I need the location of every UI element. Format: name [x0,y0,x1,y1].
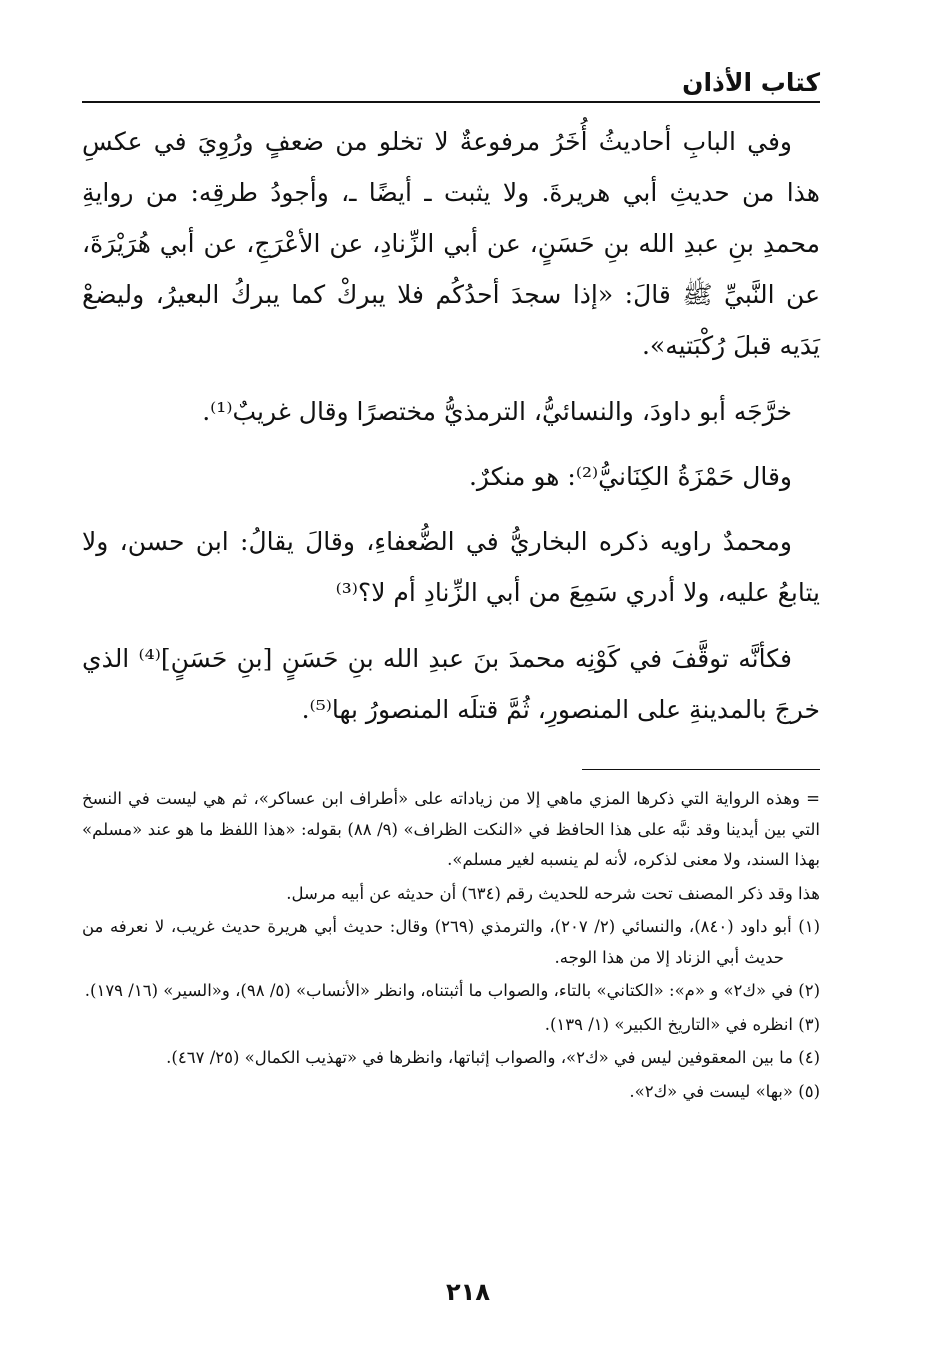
footnote-2: (٢) في «ك٢» و «م»: «الكتاني» بالتاء، والصواب ما أثبتناه، وانظر «الأنساب» (٥/ ٩٨)، و«السير» (١٦/ ١٧٩). [84,981,820,1000]
running-header-title: كتاب الأذان [682,68,820,97]
paragraph-1: وفي البابِ أحاديثُ أُخَرُ مرفوعةٌ لا تخلو من ضعفٍ ورُوِيَ في عكسِ هذا من حديثِ أبي هريرةَ. ولا يثبت ـ أيضًا ـ، وأجودُ طرقِه: من روايةِ محمدِ بنِ عبدِ الله بنِ حَسَنٍ، عن أبي الزِّنادِ، عن الأعْرَجِ، عن أبي هُرَيْرَةَ، عن النَّبيِّ ﷺ قالَ: «إذا سجدَ أحدُكُم فلا يبركْ كما يبركُ البعيرُ، وليضعْ يَدَيه قبلَ رُكْبَتيه». [82,127,820,360]
paragraph-4: ومحمدٌ راويه ذكره البخاريُّ في الضُّعفاءِ، وقالَ يقالُ: ابن حسن، ولا يتابعُ عليه، ولا أدري سَمِعَ من أبي الزِّنادِ أم لا؟⁽³⁾ [82,527,820,607]
paragraph-3: وقال حَمْزَةُ الكِنَانيُّ⁽²⁾: هو منكرٌ. [468,462,792,491]
header-rule [82,101,820,103]
paragraph-5: فكأنَّه توقَّفَ في كَوْنِه محمدَ بنَ عبدِ الله بنِ حَسَنٍ [بنِ حَسَنٍ]⁽⁴⁾ الذي خرجَ بالمدينةِ على المنصورِ، ثُمَّ قتلَه المنصورُ بها⁽⁵⁾. [82,644,820,724]
footnote-continuation-note: هذا وقد ذكر المصنف تحت شرحه للحديث رقم (٦٣٤) أن حديثه عن أبيه مرسل. [286,883,820,903]
footnote-3: (٣) انظره في «التاريخ الكبير» (١/ ١٣٩). [544,1014,820,1034]
main-text [82,116,820,750]
footnote-separator [582,769,820,770]
footnote-5: (٥) «بها» ليست في «ك٢». [629,1081,820,1101]
paragraph-2: خرَّجَه أبو داودَ، والنسائيُّ، الترمذيُّ مختصرًا وقال غريبٌ⁽¹⁾. [202,397,792,426]
footnote-4: (٤) ما بين المعقوفين ليس في «ك٢»، والصواب إثباتها، وانظرها في «تهذيب الكمال» (٢٥/ ٤٦٧). [166,1048,820,1067]
footnote-continuation: = وهذه الرواية التي ذكرها المزي ماهي إلا من زياداته على «أطراف ابن عساكر»، ثم هي ليست في النسخ التي بين أيدينا وقد نبَّه على هذا الحافظ في «النكت الظراف» (٩/ ٨٨) بقوله: «هذا اللفظ ما هو عند «مسلم» بهذا السند، ولا معنى لذكره، لأنه لم ينسبه لغير مسلم». [82,789,820,869]
page-number: ٢١٨ [446,1278,490,1306]
footnotes [82,784,820,1110]
footnote-1: (١) أبو داود (٨٤٠)، والنسائي (٢/ ٢٠٧)، والترمذي (٢٦٩) وقال: حديث أبي هريرة حديث غريب، لا نعرفه من حديث أبي الزناد إلا من هذا الوجه. [82,917,820,967]
